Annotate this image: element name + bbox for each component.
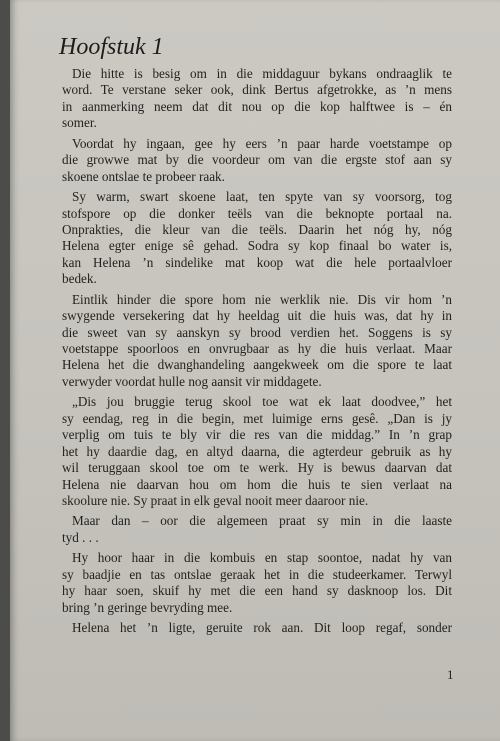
text-line: Sy warm, swart skoene laat, ten spyte van sy voorsorg, tog [72, 189, 452, 205]
text-line: tyd . . . [62, 529, 99, 545]
text-line: bring ’n geringe bevryding mee. [62, 599, 233, 615]
paragraph [62, 394, 452, 509]
text-line: skoene ontslae te probeer raak. [62, 168, 225, 184]
text-line: somer. [62, 115, 97, 131]
paragraph [62, 136, 452, 185]
text-line: Onprakties, die kleur van die teëls. Daarin het nóg hy, nóg [62, 221, 452, 237]
text-line: verplig om tuis te bly vir die res van die middag.” In ’n grap [62, 427, 452, 443]
text-line: Maar dan – oor die algemeen praat sy min in die laaste [72, 513, 452, 529]
text-line: skoolure nie. Sy praat in elk geval nooit meer daaroor nie. [62, 492, 369, 508]
text-line: kan Helena ’n sindelike mat koop wat die hele portaalvloer [62, 254, 452, 270]
text-line: sy eendag, reg in die begin, met luimige erns gesê. „Dan is jy [62, 410, 452, 426]
page-number: 1 [447, 667, 454, 682]
paragraph [62, 292, 452, 391]
text-line: die sweet van sy aanskyn sy brood verdien het. Soggens is sy [62, 324, 452, 340]
text-line: sy baadjie en tas ontslae geraak het in die studeerkamer. Terwyl [62, 566, 452, 582]
text-line: Helena egter enige sê gehad. Sodra sy kop finaal bo water is, [62, 238, 452, 254]
text-line: het hy daardie dag, en altyd daarna, die agterdeur gebruik as hy [62, 443, 452, 459]
text-line: Die hitte is besig om in die middaguur bykans ondraaglik te [72, 66, 452, 81]
paragraph [62, 620, 452, 636]
paragraph [62, 189, 452, 288]
text-line: verwyder voordat hulle nog aansit vir middagete. [62, 373, 322, 389]
text-line: voetstappe spoorloos en onvrugbaar as hy die huis verlaat. Maar [62, 341, 452, 356]
book-page [10, 0, 500, 741]
text-line: Hy hoor haar in die kombuis en stap soontoe, nadat hy van [72, 550, 452, 566]
text-line: Helena het die dwanghandeling aangekweek om die spore te laat [62, 357, 452, 373]
text-line: Helena het ’n ligte, geruite rok aan. Dit loop regaf, sonder [72, 620, 452, 635]
text-line: Voordat hy ingaan, gee hy eers ’n paar harde voetstampe op [72, 135, 452, 151]
text-line: die growwe mat by die voordeur om van die ergste stof aan sy [62, 152, 452, 168]
text-line: word. Te verstane seker ook, dink Bertus afgetrokke, as ’n mens [62, 82, 452, 98]
body-text [62, 66, 452, 636]
chapter-title: Hoofstuk 1 [59, 34, 164, 60]
text-line: hy haar soen, skuif hy met die een hand sy dasknoop los. Dit [62, 583, 452, 599]
text-line: bedek. [62, 271, 97, 287]
text-line: Helena nie daarvan hou om hom die huis te sien verlaat na [62, 476, 452, 492]
paragraph [62, 550, 452, 616]
text-line: Eintlik hinder die spore hom nie werklik nie. Dis vir hom ’n [72, 291, 452, 307]
text-line: stofspore op die donker teëls van die beknopte portaal na. [62, 205, 452, 221]
paragraph [62, 66, 452, 132]
text-line: in aanmerking neem dat dit nou op die kop halftwee is – én [62, 98, 452, 114]
paragraph [62, 513, 452, 546]
text-line: „Dis jou bruggie terug skool toe wat ek laat doodvee,” het [72, 394, 452, 410]
text-line: swygende versekering dat hy heeldag uit die huis was, dat hy in [62, 308, 452, 324]
text-line: wil teruggaan skool toe om te werk. Hy is bewus daarvan dat [62, 460, 452, 476]
